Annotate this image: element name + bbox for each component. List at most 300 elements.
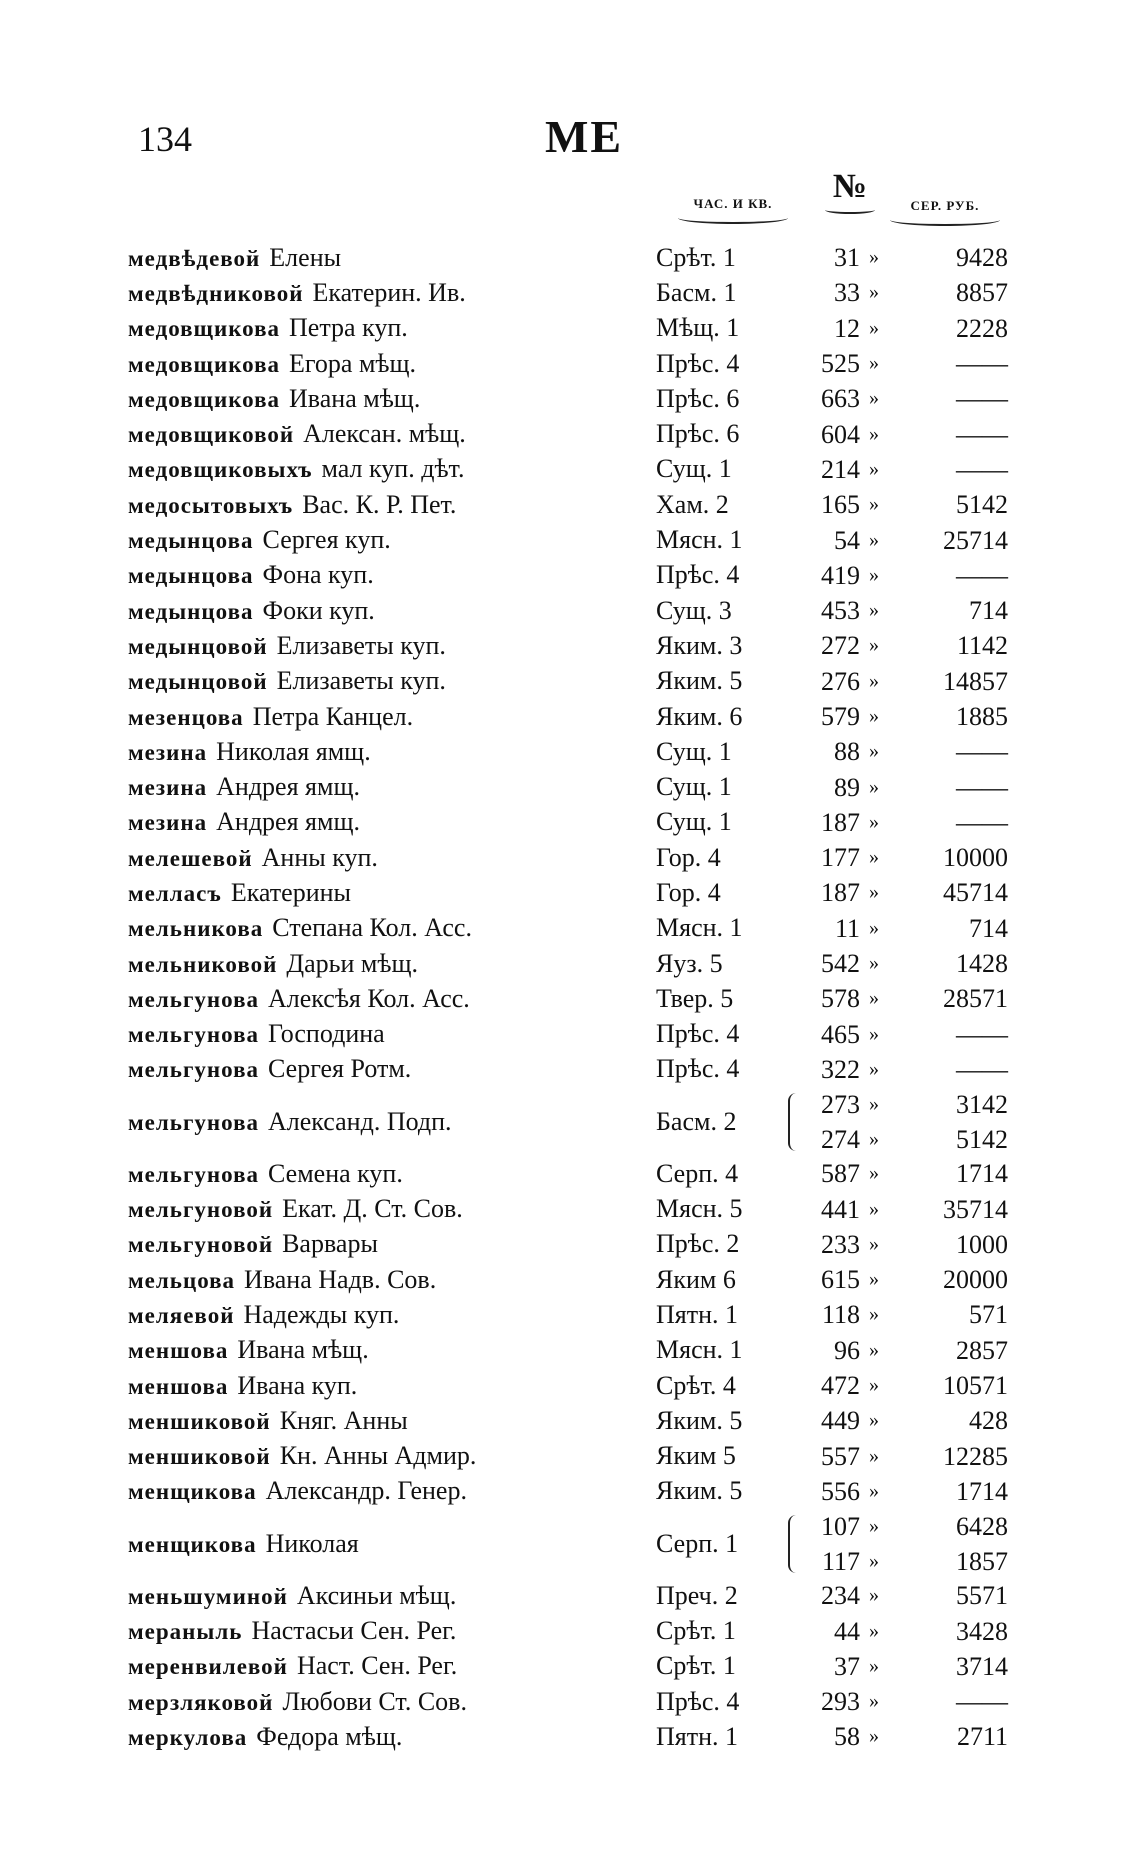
entry-surname: медынцовой: [128, 669, 268, 695]
entry-house-number: 663: [821, 384, 860, 414]
entry-sums: [888, 1156, 1008, 1191]
entry-row: [128, 1262, 1008, 1297]
entry-house-numbers: [788, 240, 860, 275]
entry-house-numbers: [788, 381, 860, 416]
entry-sum: ——: [956, 454, 1008, 484]
entry-sums: [888, 734, 1008, 769]
entry-given-name: Егора мѣщ.: [289, 348, 417, 378]
entry-sums: [888, 1368, 1008, 1403]
entry-house-number: 322: [821, 1054, 860, 1084]
entry-sums: [888, 311, 1008, 346]
entry-sum: ——: [956, 737, 1008, 767]
entry-surname: медынцова: [128, 563, 254, 589]
entry-given-name: Кн. Анны Адмир.: [279, 1441, 477, 1471]
entry-surname: медовщиковыхъ: [128, 457, 313, 483]
ditto-mark: »: [869, 775, 879, 798]
entry-sum: 1885: [956, 702, 1008, 731]
entry-name: [128, 313, 656, 343]
entry-district: Басм. 2: [656, 1106, 737, 1136]
entry-given-name: Варвары: [282, 1229, 378, 1259]
entry-house-numbers: [788, 1719, 860, 1754]
entry-name: [128, 807, 656, 837]
entry-sum: 2228: [956, 313, 1008, 343]
entry-district: Яким 5: [656, 1441, 736, 1471]
entry-house-number: 31: [834, 243, 860, 273]
entry-surname: мезенцова: [128, 704, 244, 730]
entry-house-number: 587: [821, 1159, 860, 1189]
entry-given-name: Настасьи Сен. Рег.: [251, 1616, 457, 1646]
ditto-mark: »: [869, 599, 879, 622]
entry-name: [128, 1265, 656, 1295]
entry-district: Прѣс. 4: [656, 1054, 740, 1084]
ditto-mark: »: [869, 1584, 879, 1607]
entry-name: [128, 384, 656, 414]
entry-house-number: 37: [834, 1651, 860, 1681]
entry-row: [128, 1333, 1008, 1368]
entry-sum: 5142: [956, 490, 1008, 520]
entry-surname: мезина: [128, 739, 208, 765]
entry-name: [128, 1371, 656, 1401]
entry-given-name: Сергея куп.: [262, 525, 391, 555]
entry-district: Гор. 4: [656, 877, 721, 907]
entry-house-numbers: [788, 805, 860, 840]
entry-row: [128, 522, 1008, 557]
entry-district: Мѣщ. 1: [656, 313, 740, 343]
entry-sum: 25714: [943, 525, 1008, 555]
ditto-mark: »: [869, 1690, 879, 1713]
entry-name: [128, 1194, 656, 1224]
entry-house-numbers: [788, 523, 860, 558]
entry-given-name: Алексѣя Кол. Асс.: [268, 983, 470, 1013]
entry-name: [128, 772, 656, 802]
running-head: МЕ: [545, 111, 624, 162]
ditto-mark: »: [869, 422, 879, 445]
entry-surname: меншова: [128, 1373, 229, 1399]
ditto-mark: »: [869, 1338, 879, 1361]
entry-district: Сущ. 1: [656, 454, 732, 484]
entry-name: [128, 1651, 656, 1681]
entry-surname: менщикова: [128, 1479, 257, 1505]
entry-row: [128, 1649, 1008, 1684]
entry-sums: [888, 1017, 1008, 1052]
entry-sum: 428: [969, 1406, 1008, 1436]
entry-house-numbers: [788, 452, 860, 487]
entry-house-number: 615: [821, 1265, 860, 1295]
entry-row: [128, 1578, 1008, 1613]
entry-sum: ——: [956, 1687, 1008, 1717]
entry-sum: ——: [956, 384, 1008, 414]
entry-surname: медынцова: [128, 528, 254, 554]
entry-house-number: 273: [821, 1089, 860, 1119]
entry-row: [128, 381, 1008, 416]
ditto-mark: »: [869, 1409, 879, 1432]
entry-surname: медосытовыхъ: [128, 492, 294, 518]
entry-row: [128, 1403, 1008, 1438]
entry-surname: мезина: [128, 775, 208, 801]
entry-sum: 45714: [943, 878, 1008, 908]
entry-name: [128, 1441, 656, 1471]
entry-row: [128, 1052, 1008, 1087]
entry-surname: медовщикова: [128, 316, 281, 342]
entry-house-number: 54: [834, 525, 860, 555]
entry-row: [128, 487, 1008, 522]
entry-house-numbers: [788, 417, 860, 452]
ditto-mark: »: [869, 493, 879, 516]
entry-house-number: 465: [821, 1019, 860, 1049]
entry-name: [128, 1229, 656, 1259]
entry-house-number: 11: [834, 913, 860, 943]
entry-name: [128, 1019, 656, 1049]
ditto-mark: »: [869, 1619, 879, 1642]
column-header-number-label: №: [832, 168, 868, 205]
ditto-mark: »: [869, 1232, 879, 1255]
entry-row: [128, 275, 1008, 310]
entry-district: Гор. 4: [656, 842, 721, 872]
column-header-number: [815, 168, 885, 214]
entry-row: [128, 911, 1008, 946]
entry-surname: мелешевой: [128, 845, 253, 871]
entry-house-numbers: [788, 699, 860, 734]
entry-row: [128, 628, 1008, 663]
entry-house-number: 557: [821, 1441, 860, 1471]
ditto-mark: »: [869, 352, 879, 375]
entry-given-name: Фоки куп.: [262, 595, 375, 625]
grouping-brace: [788, 1515, 798, 1573]
ditto-mark: »: [869, 1479, 879, 1502]
entry-surname: мельгунова: [128, 1057, 259, 1083]
entry-house-numbers: [788, 1052, 860, 1087]
entry-given-name: Сергея Ротм.: [268, 1054, 412, 1084]
entry-house-number: 525: [821, 349, 860, 379]
entry-district: Яуз. 5: [656, 948, 723, 978]
entry-sum: 571: [969, 1300, 1008, 1330]
ditto-mark: »: [869, 1127, 879, 1150]
entry-row: [128, 416, 1008, 451]
entry-house-number: 187: [821, 807, 860, 837]
entry-house-numbers: [788, 1017, 860, 1052]
ditto-mark: »: [869, 316, 879, 339]
entry-name: [128, 843, 656, 873]
entry-sums: [888, 981, 1008, 1016]
entry-house-number: 233: [821, 1229, 860, 1259]
entry-sums: [888, 417, 1008, 452]
entry-district: Срѣт. 1: [656, 1651, 736, 1681]
entry-sums: [888, 523, 1008, 558]
entry-given-name: Андрея ямщ.: [216, 807, 360, 837]
ditto-mark: »: [869, 387, 879, 410]
entry-district: Яким. 5: [656, 666, 743, 696]
entry-given-name: Княг. Анны: [279, 1405, 408, 1435]
entry-house-number: 276: [821, 666, 860, 696]
entry-surname: мераныль: [128, 1619, 243, 1645]
entry-given-name: Вас. К. Р. Пет.: [302, 489, 457, 519]
entry-row: [128, 946, 1008, 981]
entry-given-name: Екатерины: [230, 877, 351, 907]
entry-surname: меляевой: [128, 1302, 235, 1328]
entry-row: [128, 311, 1008, 346]
entry-sums: [888, 452, 1008, 487]
entry-district: Сущ. 3: [656, 595, 732, 625]
ditto-mark: »: [869, 1268, 879, 1291]
entry-given-name: Ивана мѣщ.: [237, 1335, 369, 1365]
entry-district: Серп. 1: [656, 1528, 739, 1558]
entry-sum: 5571: [956, 1581, 1008, 1611]
entry-district: Сущ. 1: [656, 772, 732, 802]
entry-house-numbers: [788, 1474, 860, 1509]
entry-surname: мельгуновой: [128, 1232, 274, 1258]
entry-row: [128, 240, 1008, 275]
entry-house-number: 117: [821, 1546, 860, 1576]
entry-sums: [888, 1719, 1008, 1754]
entry-house-number: 579: [821, 702, 860, 731]
entry-row: [128, 1613, 1008, 1648]
entry-row: [128, 1719, 1008, 1754]
entry-given-name: Андрея ямщ.: [216, 772, 360, 802]
entry-house-numbers: [788, 628, 860, 663]
entry-given-name: Любови Ст. Сов.: [282, 1686, 467, 1716]
entry-house-numbers: [788, 1297, 860, 1332]
entry-district: Срѣт. 1: [656, 242, 736, 272]
entry-district: Преч. 2: [656, 1580, 738, 1610]
entry-given-name: Елизаветы куп.: [276, 630, 446, 660]
entry-house-numbers: [788, 1087, 860, 1157]
entry-surname: мельцова: [128, 1267, 236, 1293]
entry-sum: 1714: [956, 1476, 1008, 1506]
column-header-part: [668, 196, 798, 224]
entry-row: [128, 734, 1008, 769]
column-header-brace: [890, 214, 1000, 226]
entry-district: Мясн. 1: [656, 1335, 743, 1365]
entry-district: Прѣс. 6: [656, 419, 740, 449]
entry-house-number: 272: [821, 631, 860, 661]
entry-surname: мельгунова: [128, 1109, 259, 1135]
entry-row: [128, 558, 1008, 593]
entry-sum: 2711: [956, 1722, 1008, 1752]
entry-sums: [888, 805, 1008, 840]
entry-district: Пятн. 1: [656, 1721, 739, 1751]
entry-district: Басм. 1: [656, 277, 737, 307]
entry-house-number: 441: [821, 1194, 860, 1224]
ditto-mark: »: [869, 457, 879, 480]
entry-sums: [888, 1262, 1008, 1297]
entry-district: Прѣс. 4: [656, 560, 740, 590]
entry-surname: меркулова: [128, 1724, 248, 1750]
entry-given-name: Надежды куп.: [243, 1299, 400, 1329]
entry-house-number: 234: [821, 1581, 860, 1611]
entry-house-numbers: [788, 1227, 860, 1262]
entry-house-number: 214: [821, 454, 860, 484]
entry-house-number: 293: [821, 1687, 860, 1717]
entry-name: [128, 984, 656, 1014]
grouping-brace: [788, 1093, 798, 1151]
entry-house-number: 274: [821, 1124, 860, 1154]
entry-sum: 2857: [956, 1335, 1008, 1365]
ditto-mark: »: [869, 563, 879, 586]
ditto-mark: »: [869, 1374, 879, 1397]
column-header-brace: [825, 206, 875, 214]
entry-name: [128, 560, 656, 590]
entry-given-name: Наст. Сен. Рег.: [296, 1651, 458, 1681]
entry-sum: ——: [956, 772, 1008, 802]
entry-house-numbers: [788, 1578, 860, 1613]
ditto-mark: »: [869, 916, 879, 939]
entry-sums: [888, 487, 1008, 522]
entry-surname: меншова: [128, 1338, 229, 1364]
entry-sum: ——: [956, 560, 1008, 590]
entry-district: Срѣт. 4: [656, 1370, 736, 1400]
entry-house-numbers: [788, 346, 860, 381]
entry-house-numbers: [788, 1614, 860, 1649]
entry-house-numbers: [788, 1192, 860, 1227]
ditto-mark: »: [869, 669, 879, 692]
ditto-mark: »: [869, 246, 879, 269]
entry-row: [128, 1684, 1008, 1719]
entry-sums: [888, 240, 1008, 275]
entry-surname: меньшуминой: [128, 1583, 288, 1609]
column-header-brace: [678, 212, 788, 224]
entry-house-number: 33: [834, 278, 860, 308]
entry-given-name: Петра куп.: [289, 313, 408, 343]
entry-house-numbers: [788, 1509, 860, 1579]
entry-row: [128, 769, 1008, 804]
entry-house-numbers: [788, 1649, 860, 1684]
entry-sums: [888, 628, 1008, 663]
entry-sums: [888, 875, 1008, 910]
entry-district: Яким. 3: [656, 630, 743, 660]
entry-given-name: Анны куп.: [261, 842, 378, 872]
entry-sum: 14857: [943, 666, 1008, 696]
entry-row: [128, 1439, 1008, 1474]
ditto-mark: »: [869, 634, 879, 657]
entry-sum: 3714: [956, 1651, 1008, 1681]
entry-row: [128, 840, 1008, 875]
entry-given-name: Степана Кол. Асс.: [272, 913, 472, 943]
entry-given-name: Господина: [268, 1019, 385, 1049]
entry-sums: [888, 1403, 1008, 1438]
entry-list: [128, 240, 1008, 1755]
entry-surname: меншиковой: [128, 1408, 271, 1434]
page-number: 134: [138, 119, 192, 159]
entry-surname: меншиковой: [128, 1444, 271, 1470]
entry-surname: медвѣдевой: [128, 245, 261, 271]
entry-sum: 8857: [956, 278, 1008, 308]
entry-surname: мельниковой: [128, 951, 278, 977]
entry-sum: ——: [956, 419, 1008, 449]
entry-name: [128, 419, 656, 449]
entry-sum: ——: [956, 807, 1008, 837]
entry-house-number: 556: [821, 1476, 860, 1506]
entry-sum: 714: [969, 596, 1008, 626]
entry-district: Срѣт. 1: [656, 1616, 736, 1646]
entry-house-number: 58: [834, 1722, 860, 1752]
entry-name: [128, 666, 656, 696]
ditto-mark: »: [869, 1092, 879, 1115]
entry-given-name: Алексан. мѣщ.: [303, 419, 466, 449]
entry-house-number: 542: [821, 949, 860, 979]
entry-house-numbers: [788, 1368, 860, 1403]
entry-surname: мельгунова: [128, 1022, 259, 1048]
entry-sum: ——: [956, 1054, 1008, 1084]
entry-given-name: Елены: [269, 242, 342, 272]
entry-name: [128, 1722, 656, 1752]
entry-district: Яким. 5: [656, 1476, 743, 1506]
entry-district: Мясн. 5: [656, 1194, 743, 1224]
entry-house-numbers: [788, 770, 860, 805]
entry-name: [128, 490, 656, 520]
entry-house-number: 419: [821, 560, 860, 590]
entry-surname: медынцовой: [128, 633, 268, 659]
entry-row: [128, 1474, 1008, 1509]
entry-given-name: Александр. Генер.: [265, 1476, 467, 1506]
entry-name: [128, 737, 656, 767]
ditto-mark: »: [869, 810, 879, 833]
entry-sums: [888, 1649, 1008, 1684]
entry-surname: менщикова: [128, 1531, 257, 1557]
entry-sum: 6428: [956, 1511, 1008, 1541]
entry-row: [128, 1368, 1008, 1403]
ditto-mark: »: [869, 952, 879, 975]
entry-sums: [888, 1474, 1008, 1509]
entry-house-number: 604: [821, 419, 860, 449]
entry-house-numbers: [788, 593, 860, 628]
entry-sums: [888, 1297, 1008, 1332]
entry-sums: [888, 1439, 1008, 1474]
entry-district: Прѣс. 2: [656, 1229, 740, 1259]
entry-house-numbers: [788, 1439, 860, 1474]
ditto-mark: »: [869, 1303, 879, 1326]
ditto-mark: »: [869, 1162, 879, 1185]
entry-row: [128, 1191, 1008, 1226]
entry-given-name: Ивана Надв. Сов.: [244, 1264, 437, 1294]
entry-name: [128, 1616, 656, 1646]
ditto-mark: »: [869, 1725, 879, 1748]
entry-house-number: 177: [821, 843, 860, 873]
ditto-mark: »: [869, 1197, 879, 1220]
entry-sums: [888, 1614, 1008, 1649]
entry-house-numbers: [788, 840, 860, 875]
entry-sums: [888, 840, 1008, 875]
ditto-mark: »: [869, 987, 879, 1010]
entry-house-number: 88: [834, 737, 860, 767]
entry-row: [128, 593, 1008, 628]
entry-house-numbers: [788, 981, 860, 1016]
entry-house-number: 118: [821, 1300, 860, 1330]
entry-district: Твер. 5: [656, 983, 734, 1013]
entry-name: [128, 631, 656, 661]
entry-sum: 9428: [956, 243, 1008, 273]
entry-sums: [888, 770, 1008, 805]
entry-house-numbers: [788, 1684, 860, 1719]
entry-house-number: 165: [821, 490, 860, 520]
entry-name: [128, 1159, 656, 1189]
ditto-mark: »: [869, 705, 879, 727]
entry-sums: [888, 911, 1008, 946]
entry-surname: мельгуновой: [128, 1197, 274, 1223]
entry-surname: медовщикова: [128, 386, 281, 412]
entry-house-numbers: [788, 311, 860, 346]
column-header-part-label: ЧАС. И КВ.: [693, 196, 773, 211]
entry-sum: 1428: [956, 949, 1008, 979]
entry-district: Серп. 4: [656, 1158, 739, 1188]
column-header-sum: [880, 198, 1010, 226]
entry-house-numbers: [788, 911, 860, 946]
entry-name: [128, 1406, 656, 1436]
entry-house-number: 472: [821, 1371, 860, 1401]
entry-sums: [888, 1192, 1008, 1227]
entry-sum: 1142: [956, 631, 1008, 661]
entry-sum: ——: [956, 1019, 1008, 1049]
entry-house-numbers: [788, 1333, 860, 1368]
